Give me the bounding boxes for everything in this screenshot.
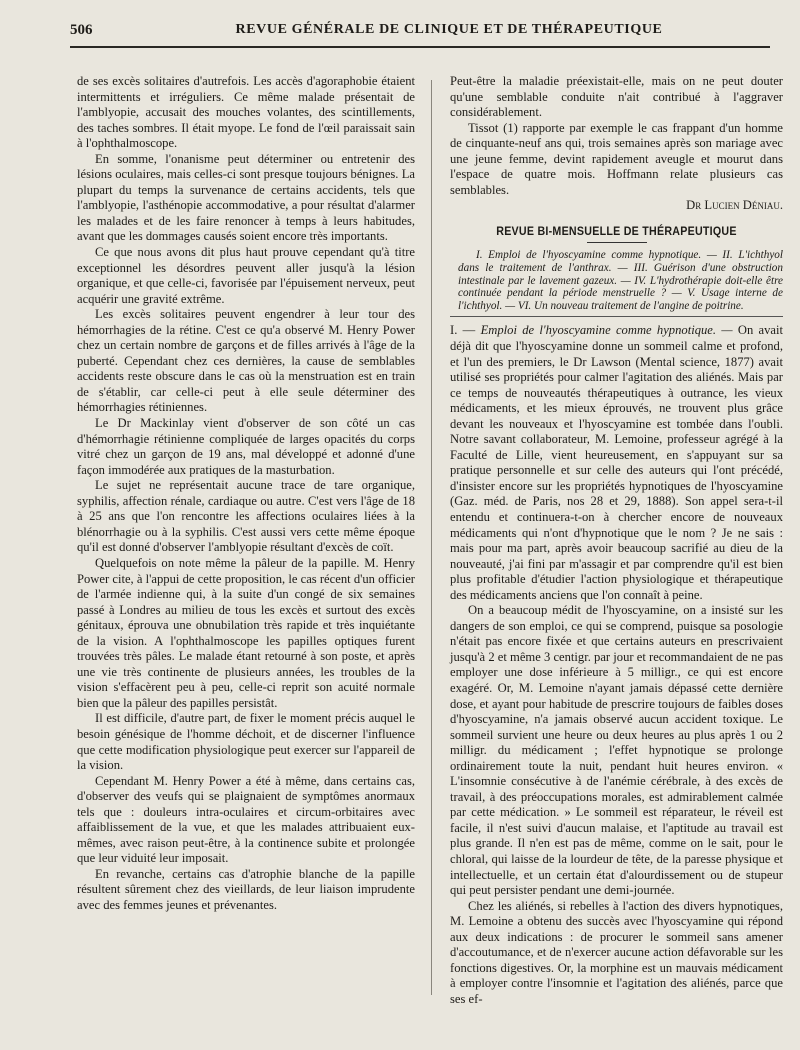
- right-column: [450, 74, 783, 1008]
- author-signature: Dr Lucien Déniau.: [686, 198, 783, 213]
- journal-title: REVUE GÉNÉRALE DE CLINIQUE ET DE THÉRAPEUTIQUE: [235, 22, 663, 37]
- header-rule: [70, 46, 770, 48]
- page-number: 506: [70, 22, 93, 38]
- paragraph: On a beaucoup médit de l'hyoscyamine, on a insisté sur les dangers de son emploi, ce qui se comprend, puisque sa posologie n'était pas encore fixée et que certains auteurs en prescrivaient jusqu'à 2 et même 3 centigr. par jour et recommandaient de ne pas employer une dose inférieure à 5 milligr., ce qui est encore exagéré. Or, M. Lemoine n'ayant jamais dépassé cette dernière dose, et ayant pour habitude de prescrire toujours de faibles doses d'hyoscyamine, n'a jamais observé aucun accident toxique. Le sommeil survient une heure ou deux heures au plus après 1 ou 2 milligr. du médicament ; l'effet hypnotique se prolonge ordinairement toute la nuit, pendant huit heures environ. « L'insomnie consécutive à de l'anémie cérébrale, à des excès de travail, à des préoccupations morales, est admirablement calmée par cette médication. » Le sommeil est réparateur, le réveil est facile, il n'est suivi d'aucun malaise, et l'aptitude au travail est plus grande. Il n'en est pas de même, comme on le sait, pour le chloral, qui laisse de la lourdeur de tête, de la paresse physique et intellectuelle, et un certain état d'alourdissement ou de stupeur qui peut persister pendant une demi-journée.: [450, 603, 783, 898]
- paragraph: En revanche, certains cas d'atrophie blanche de la papille résultent sûrement chez des vieillards, de leur liaison imprudente avec des femmes jeunes et prévenantes.: [77, 866, 415, 912]
- paragraph: Cependant M. Henry Power a été à même, dans certains cas, d'observer des veufs qui se plaignaient de symptômes anormaux tels que : douleurs intra-oculaires et circum-orbitaires avec affaiblissement de la vue, et que les malades attribuaient eux-mêmes, avec raison peut-être, à la continence subite et prolongée que leur viduité leur imposait.: [77, 773, 415, 866]
- left-column: [77, 74, 415, 914]
- paragraph: En somme, l'onanisme peut déterminer ou entretenir des lésions oculaires, mais celles-ci sont presque toujours bénignes. La plupart du temps la survenance de certains accidents, tels que l'amblyopie, l'asthénopie accommodative, a pour résultat d'alarmer les malades et de les faire renoncer à temps à leurs habitudes, avant que les dommages causés soient encore très importants.: [77, 151, 415, 244]
- paragraph: Ce que nous avons dit plus haut prouve cependant qu'à titre exceptionnel les désordres peuvent aller jusqu'à la lésion organique, et que celle-ci, favorisée par l'épuisement nerveux, peut acquérir une gravité extrême.: [77, 245, 415, 306]
- paragraph: Les excès solitaires peuvent engendrer à leur tour des hémorrhagies de la rétine. C'est ce qu'a observé M. Henry Power chez un certain nombre de garçons et de filles arrivés à l'âge de la puberté. Cependant chez ces dernières, la cause de semblables accidents reste obscure dans le cas où la menstruation est en train de s'établir, car celle-ci peut à elle seule déterminer des hémorrhagies rétiniennes.: [77, 307, 415, 415]
- article-title: Emploi de l'hyoscyamine comme hypnotique. —: [480, 323, 733, 338]
- article-paragraph-lead: On avait déjà dit que l'hyoscyamine donne un sommeil calme et profond, et l'un des premiers, le Dr Lawson (Mental science, 1877) avait utilisé ses propriétés pour calmer l'agitation des aliénés. Mais par ce temps de nouveautés thérapeutiques à outrance, les vieux médicaments, et les mieux éprouvés, ne trouvent plus grâce devant les nouveaux et l'hyoscyamine est tombée dans l'oubli. Notre savant collaborateur, M. Lemoine, professeur agrégé à la Faculté de Lille, vient heureusement, en s'appuyant sur sa pratique personnelle et sur celle des auteurs qui l'ont précédé, d'insister encore sur les propriétés hypnotiques de l'hyoscyamine (Gaz. méd. de Paris, nos 28 et 29, 1888). Son appel sera-t-il entendu et continuera-t-on à chercher encore de nouveaux médicaments qui n'ont d'hypnotique que le nom ? Je ne sais : mais pour ma part, après avoir beaucoup sacrifié au dieu de la nouveauté, j'ai fini par m'assagir et par comprendre qu'il est bien plus profitable d'étudier l'action physiologique et thérapeutique des médicaments anciens que l'on connaît à peine.: [450, 323, 784, 602]
- paragraph: Quelquefois on note même la pâleur de la papille. M. Henry Power cite, à l'appui de cette proposition, le cas récent d'un officier de l'armée indienne qui, à la suite d'un congé de six semaines passé à Londres au milieu de tous les excès et surtout des excès génitaux, éprouva une obnubilation très rapide et très inquiétante de la vision. A l'ophthalmoscope les papilles optiques furent trouvées très pâles. Le malade étant retourné à son poste, et après une vie très continente de plusieurs années, les troubles de la vision s'effacèrent peu à peu, celle-ci reprit son acuité normale bien que la pâleur des papilles persistât.: [77, 555, 415, 710]
- article-number: I. —: [450, 323, 476, 338]
- article-heading: [450, 323, 783, 603]
- paragraph: Chez les aliénés, si rebelles à l'action des divers hypnotiques, M. Lemoine a obtenu des succès avec l'hyoscyamine qui répond aux deux indications : de procurer le sommeil sans amener d'accoutumance, et de n'exercer aucune action défavorable sur les fonctions digestives. Or, la morphine est un mauvais médicament à employer contre l'insomnie et l'agitation des aliénés, parce que ses ef-: [450, 898, 783, 1006]
- section-heading: REVUE BI-MENSUELLE DE THÉRAPEUTIQUE: [496, 223, 737, 238]
- summary-rule: [450, 316, 783, 317]
- running-head: [70, 22, 768, 42]
- paragraph: Peut-être la maladie préexistait-elle, mais on ne peut douter qu'une semblable conduite n'ait contribué à l'aggraver considérablement.: [450, 74, 783, 120]
- paragraph: Le sujet ne représentait aucune trace de tare organique, syphilis, affection rénale, cardiaque ou autre. C'est vers l'âge de 18 à 25 ans que l'on rencontre les affections oculaires liées à la blénorrhagie ou à la syphilis. C'est aussi vers cette même époque qu'il est donné d'observer l'amblyopie résultant d'excès de coït.: [77, 478, 415, 555]
- paragraph: Le Dr Mackinlay vient d'observer de son côté un cas d'hémorrhagie rétinienne compliquée de larges opacités du corps vitré chez un garçon de 19 ans, mal développé et adonné d'une façon immodérée aux pratiques de la masturbation.: [77, 416, 415, 477]
- column-divider: [431, 80, 432, 995]
- section-summary: I. Emploi de l'hyoscyamine comme hypnotique. — II. L'ichthyol dans le traitement de l'anthrax. — III. Guérison d'une obstruction intestinale par le lavement gazeux. — IV. L'hydrothérapie doit-elle être continuée pendant la période menstruelle ? — V. Usage interne de l'ichthyol. — VI. Un nouveau traitement de l'angine de poitrine.: [458, 249, 783, 312]
- paragraph: Il est difficile, d'autre part, de fixer le moment précis auquel le besoin génésique de l'homme déchoit, et de discerner l'influence que cette modification physiologique peut exercer sur l'appareil de la vision.: [77, 711, 415, 773]
- paragraph: de ses excès solitaires d'autrefois. Les accès d'agoraphobie étaient intermittents et irréguliers. Ce même malade présentait de l'amblyopie, accusait des mouches volantes, des scintillements, des taches sombres. Il était myope. Le fond de l'œil paraissait sain à l'ophthalmoscope.: [77, 74, 415, 151]
- paragraph: Tissot (1) rapporte par exemple le cas frappant d'un homme de cinquante-neuf ans qui, trois semaines après son mariage avec une jeune femme, devint rapidement aveugle et mourut dans l'espace de quatre mois. Hoffmann relate plusieurs cas semblables.: [450, 120, 783, 197]
- heading-rule: [587, 242, 647, 243]
